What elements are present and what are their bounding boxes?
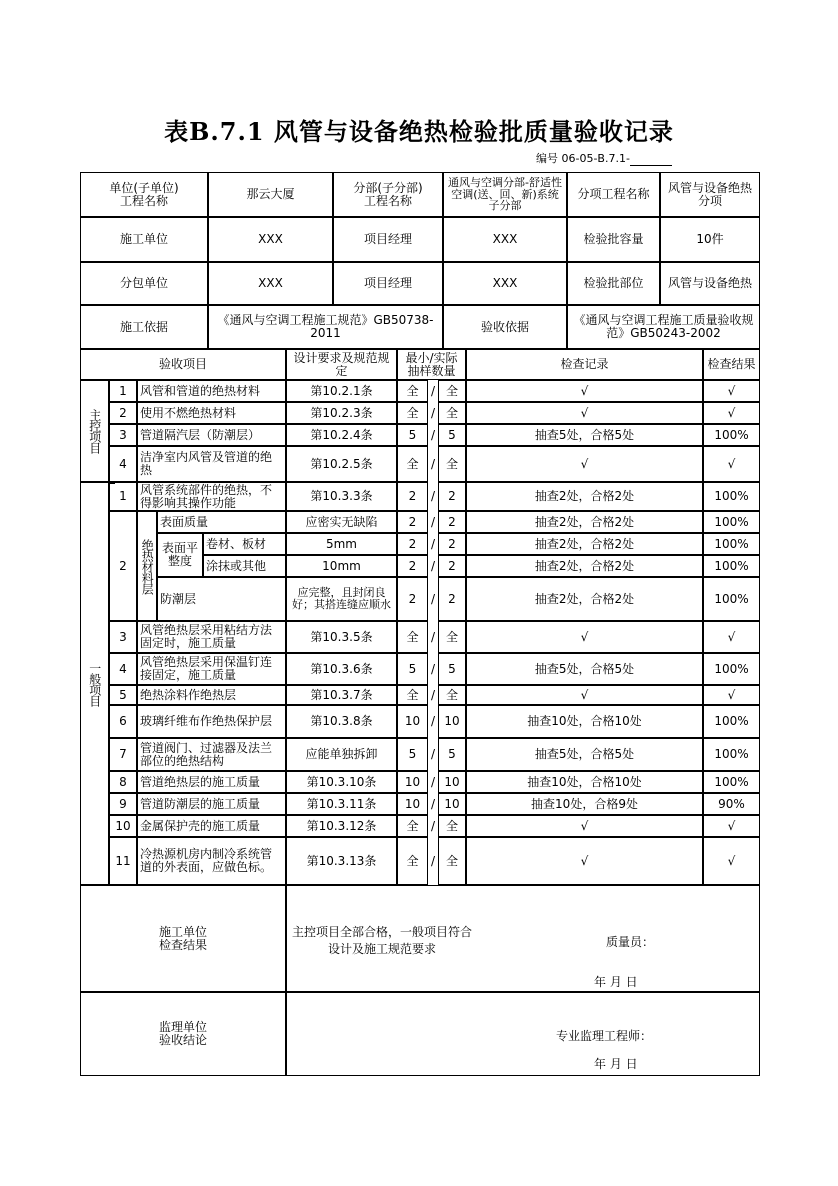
- row-min: 全: [397, 837, 428, 885]
- row-name: 风管绝热层采用粘结方法固定时，施工质量: [137, 621, 286, 653]
- col-record: 检查记录: [466, 349, 703, 380]
- header-cell: 10件: [660, 217, 760, 262]
- row-name: 管道阀门、过滤器及法兰部位的绝热结构: [137, 738, 286, 771]
- row-name: 风管系统部件的绝热，不得影响其操作功能: [137, 482, 286, 511]
- row-slash: /: [430, 818, 436, 833]
- row-result: 100%: [703, 511, 760, 533]
- row-name: 使用不燃绝热材料: [137, 402, 286, 424]
- row-actual: 全: [438, 815, 466, 837]
- row-number: 6: [109, 705, 137, 738]
- row-result: √: [703, 621, 760, 653]
- row-name: 管道防潮层的施工质量: [137, 793, 286, 815]
- row-actual: 全: [438, 621, 466, 653]
- construction-text: 主控项目全部合格，一般项目符合 设计及施工规范要求: [292, 925, 473, 956]
- row-min: 2: [397, 577, 428, 621]
- header-cell: 风管与设备绝热: [660, 262, 760, 305]
- row-slash: /: [430, 796, 436, 811]
- row-design: 10mm: [286, 555, 397, 577]
- row-min: 2: [397, 533, 428, 555]
- row-name: 绝热涂料作绝热层: [137, 685, 286, 705]
- supervision-date: 年 月 日: [594, 1057, 638, 1071]
- row-design: 第10.3.8条: [286, 705, 397, 738]
- row-record: 抽查2处，合格2处: [466, 533, 703, 555]
- row-record: 抽查2处，合格2处: [466, 577, 703, 621]
- row-actual: 5: [438, 738, 466, 771]
- row-design: 应能单独拆卸: [286, 738, 397, 771]
- row-name: 管道隔汽层（防潮层）: [137, 424, 286, 446]
- row-design: 应密实无缺陷: [286, 511, 397, 533]
- col-item: 验收项目: [80, 349, 286, 380]
- row-actual: 10: [438, 793, 466, 815]
- row-min: 全: [397, 446, 428, 482]
- row-record: 抽查5处，合格5处: [466, 738, 703, 771]
- engineer-label: 专业监理工程师：: [556, 1029, 653, 1043]
- row-record: 抽查5处，合格5处: [466, 424, 703, 446]
- header-cell: 检验批容量: [567, 217, 660, 262]
- row-actual: 全: [438, 837, 466, 885]
- general-group-label: 一般项目: [80, 482, 109, 885]
- basis-label: 施工依据: [80, 305, 208, 349]
- supervision-area: [286, 992, 760, 1076]
- row-result: √: [703, 837, 760, 885]
- row-number: 11: [109, 837, 137, 885]
- row-min: 5: [397, 424, 428, 446]
- row-slash: /: [430, 687, 436, 702]
- row-name: 管道绝热层的施工质量: [137, 771, 286, 793]
- header-cell: 项目经理: [333, 262, 443, 305]
- row-record: 抽查2处，合格2处: [466, 555, 703, 577]
- row-result: √: [703, 685, 760, 705]
- row-record: √: [466, 837, 703, 885]
- row-result: √: [703, 815, 760, 837]
- row-number: 8: [109, 771, 137, 793]
- row-slash: /: [430, 427, 436, 442]
- row-slash: /: [430, 456, 436, 471]
- row-slash: /: [430, 405, 436, 420]
- page-title: 表B.7.1 风管与设备绝热检验批质量验收记录: [164, 117, 674, 146]
- row-slash: /: [430, 536, 436, 551]
- supervision-label: 监理单位 验收结论: [80, 992, 286, 1076]
- row-actual: 全: [438, 446, 466, 482]
- row-slash: /: [430, 714, 436, 729]
- row-result: 90%: [703, 793, 760, 815]
- row-result: 100%: [703, 771, 760, 793]
- row-actual: 2: [438, 577, 466, 621]
- row-actual: 5: [438, 653, 466, 685]
- header-cell: XXX: [443, 262, 567, 305]
- insul-group-label: 绝热材料层: [137, 511, 157, 621]
- row-number: 10: [109, 815, 137, 837]
- row-number: 3: [109, 424, 137, 446]
- header-cell: 通风与空调分部-舒适性空调(送、回、新)系统子分部: [443, 172, 567, 217]
- row-record: 抽查10处，合格10处: [466, 771, 703, 793]
- row-design: 第10.3.5条: [286, 621, 397, 653]
- row-record: 抽查5处，合格5处: [466, 653, 703, 685]
- header-cell: 分项工程名称: [567, 172, 660, 217]
- row-slash: /: [430, 661, 436, 676]
- row-name: 防潮层: [157, 577, 286, 621]
- row-design: 第10.3.10条: [286, 771, 397, 793]
- basis-value: 《通风与空调工程施工规范》GB50738-2011: [208, 305, 443, 349]
- row-number: 9: [109, 793, 137, 815]
- header-cell: 分包单位: [80, 262, 208, 305]
- header-cell: 施工单位: [80, 217, 208, 262]
- row-number: 1: [109, 482, 137, 511]
- row-min: 2: [397, 482, 428, 511]
- row-number: 2: [109, 402, 137, 424]
- col-design: 设计要求及规范规定: [286, 349, 397, 380]
- row-slash: /: [430, 489, 436, 504]
- row-min: 10: [397, 793, 428, 815]
- row-design: 第10.3.11条: [286, 793, 397, 815]
- header-cell: 项目经理: [333, 217, 443, 262]
- row-design: 第10.2.1条: [286, 380, 397, 402]
- row-result: 100%: [703, 653, 760, 685]
- row-result: √: [703, 402, 760, 424]
- row-actual: 5: [438, 424, 466, 446]
- header-cell: 那云大厦: [208, 172, 333, 217]
- row-actual: 10: [438, 771, 466, 793]
- row-record: √: [466, 402, 703, 424]
- header-cell: XXX: [208, 217, 333, 262]
- construction-date: 年 月 日: [594, 975, 638, 989]
- row-actual: 2: [438, 511, 466, 533]
- row-design: 第10.3.7条: [286, 685, 397, 705]
- row-number: 4: [109, 653, 137, 685]
- row-min: 5: [397, 653, 428, 685]
- row-record: 抽查10处，合格10处: [466, 705, 703, 738]
- row-slash: /: [430, 629, 436, 644]
- row-result: 100%: [703, 424, 760, 446]
- row-min: 全: [397, 380, 428, 402]
- row-min: 10: [397, 705, 428, 738]
- row-number: 5: [109, 685, 137, 705]
- row-name: 涂抹或其他: [203, 555, 286, 577]
- row-design: 第10.2.3条: [286, 402, 397, 424]
- row-name: 冷热源机房内制冷系统管道的外表面，应做色标。: [137, 837, 286, 885]
- row-min: 2: [397, 555, 428, 577]
- row-actual: 2: [438, 533, 466, 555]
- row-record: √: [466, 380, 703, 402]
- row-min: 全: [397, 815, 428, 837]
- row-number: 4: [109, 446, 137, 482]
- row-name: 洁净室内风管及管道的绝热: [137, 446, 286, 482]
- row-slash: /: [430, 774, 436, 789]
- row-slash: /: [430, 514, 436, 529]
- row-min: 10: [397, 771, 428, 793]
- row-number: 7: [109, 738, 137, 771]
- row-design: 应完整，且封闭良好；其搭连缝应顺水: [286, 577, 397, 621]
- row-slash: /: [430, 383, 436, 398]
- row-result: 100%: [703, 577, 760, 621]
- row-min: 全: [397, 621, 428, 653]
- header-cell: 单位(子单位) 工程名称: [80, 172, 208, 217]
- row-slash: /: [430, 853, 436, 868]
- row-actual: 全: [438, 685, 466, 705]
- row-name: 风管绝热层采用保温钉连接固定，施工质量: [137, 653, 286, 685]
- main-group-label: 主控项目: [80, 380, 109, 482]
- row-min: 2: [397, 511, 428, 533]
- row-design: 第10.2.5条: [286, 446, 397, 482]
- surface-flat-label: 表面平整度: [157, 533, 203, 577]
- row-design: 第10.3.3条: [286, 482, 397, 511]
- row-result: √: [703, 446, 760, 482]
- row-design: 第10.3.13条: [286, 837, 397, 885]
- col-result: 检查结果: [703, 349, 760, 380]
- row-actual: 2: [438, 482, 466, 511]
- header-cell: XXX: [443, 217, 567, 262]
- row-design: 第10.2.4条: [286, 424, 397, 446]
- row-record: √: [466, 446, 703, 482]
- qc-label: 质量员：: [606, 935, 655, 949]
- row-result: √: [703, 380, 760, 402]
- accept-basis-label: 验收依据: [443, 305, 567, 349]
- header-cell: 检验批部位: [567, 262, 660, 305]
- doc-number-label: 编号 06-05-B.7.1-: [536, 152, 630, 165]
- row-min: 全: [397, 685, 428, 705]
- row-number: 3: [109, 621, 137, 653]
- row-result: 100%: [703, 482, 760, 511]
- row-number: 2: [109, 511, 137, 621]
- row-slash: /: [430, 558, 436, 573]
- row-result: 100%: [703, 705, 760, 738]
- row-result: 100%: [703, 555, 760, 577]
- col-min: 最小/实际抽样数量: [397, 349, 466, 380]
- header-cell: XXX: [208, 262, 333, 305]
- row-record: √: [466, 815, 703, 837]
- row-design: 第10.3.6条: [286, 653, 397, 685]
- construction-label: 施工单位 检查结果: [80, 885, 286, 992]
- row-design: 第10.3.12条: [286, 815, 397, 837]
- row-record: √: [466, 621, 703, 653]
- row-result: 100%: [703, 738, 760, 771]
- row-actual: 全: [438, 380, 466, 402]
- row-min: 全: [397, 402, 428, 424]
- row-name: 表面质量: [157, 511, 286, 533]
- row-record: 抽查10处，合格9处: [466, 793, 703, 815]
- row-slash: /: [430, 591, 436, 606]
- row-number: 1: [109, 380, 137, 402]
- row-record: 抽查2处，合格2处: [466, 511, 703, 533]
- row-name: 金属保护壳的施工质量: [137, 815, 286, 837]
- row-name: 玻璃纤维布作绝热保护层: [137, 705, 286, 738]
- header-cell: 风管与设备绝热分项: [660, 172, 760, 217]
- accept-basis-value: 《通风与空调工程施工质量验收规范》GB50243-2002: [567, 305, 760, 349]
- row-actual: 10: [438, 705, 466, 738]
- row-record: √: [466, 685, 703, 705]
- row-name: 卷材、板材: [203, 533, 286, 555]
- header-cell: 分部(子分部) 工程名称: [333, 172, 443, 217]
- row-min: 5: [397, 738, 428, 771]
- row-design: 5mm: [286, 533, 397, 555]
- row-slash: /: [430, 747, 436, 762]
- row-result: 100%: [703, 533, 760, 555]
- row-record: 抽查2处，合格2处: [466, 482, 703, 511]
- row-actual: 2: [438, 555, 466, 577]
- row-name: 风管和管道的绝热材料: [137, 380, 286, 402]
- row-actual: 全: [438, 402, 466, 424]
